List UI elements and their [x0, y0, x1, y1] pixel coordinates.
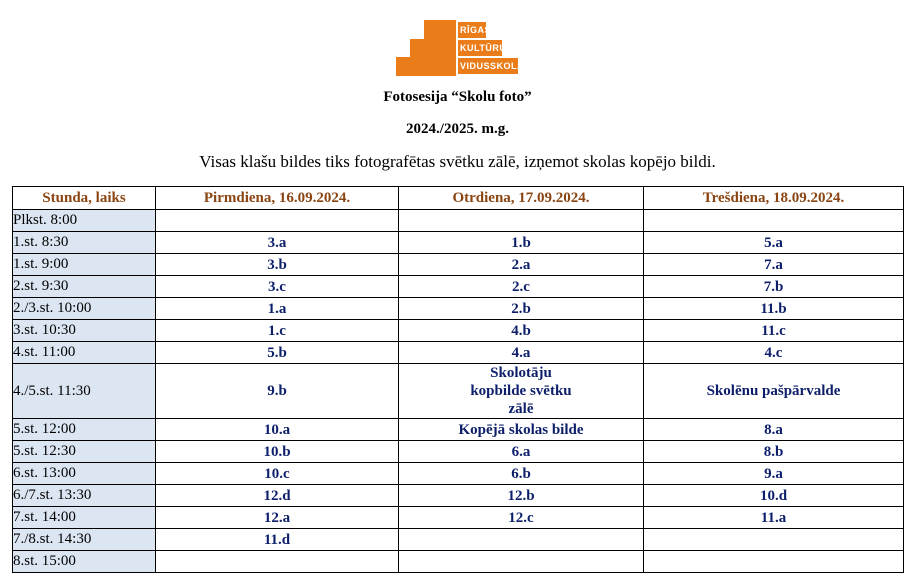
table-row — [13, 364, 904, 419]
monday-cell: 5.b — [156, 342, 399, 364]
page-title: Fotosesija “Skolu foto” — [383, 89, 532, 105]
time-cell: 7.st. 14:00 — [13, 507, 156, 529]
time-cell: 4.st. 11:00 — [13, 342, 156, 364]
tuesday-cell: Skolotāju kopbilde svētku zālē — [399, 364, 644, 419]
column-header-monday: Pirmdiena, 16.09.2024. — [156, 187, 399, 210]
tuesday-cell: 2.a — [399, 254, 644, 276]
wednesday-cell: 11.c — [644, 320, 904, 342]
column-header-tuesday: Otrdiena, 17.09.2024. — [399, 187, 644, 210]
time-cell: 7./8.st. 14:30 — [13, 529, 156, 551]
time-cell: 8.st. 15:00 — [13, 551, 156, 573]
table-row — [13, 485, 904, 507]
column-header-wednesday: Trešdiena, 18.09.2024. — [644, 187, 904, 210]
table-row — [13, 320, 904, 342]
table-row — [13, 298, 904, 320]
column-header-time: Stunda, laiks — [13, 187, 156, 210]
tuesday-cell: 2.c — [399, 276, 644, 298]
wednesday-cell: 7.b — [644, 276, 904, 298]
wednesday-cell: Skolēnu pašpārvalde — [644, 364, 904, 419]
time-cell: 1.st. 9:00 — [13, 254, 156, 276]
monday-cell: 3.a — [156, 232, 399, 254]
time-cell: 3.st. 10:30 — [13, 320, 156, 342]
monday-cell: 1.c — [156, 320, 399, 342]
schedule-table — [12, 186, 904, 573]
table-row — [13, 232, 904, 254]
table-row — [13, 254, 904, 276]
header-row — [13, 187, 904, 210]
table-row — [13, 419, 904, 441]
wednesday-cell: 9.a — [644, 463, 904, 485]
time-cell: 5.st. 12:30 — [13, 441, 156, 463]
tuesday-cell — [399, 551, 644, 573]
table-row — [13, 463, 904, 485]
table-row — [13, 551, 904, 573]
wednesday-cell: 8.b — [644, 441, 904, 463]
tuesday-cell: 6.b — [399, 463, 644, 485]
logo-text-line: KULTŪRU — [458, 40, 502, 56]
tuesday-cell — [399, 210, 644, 232]
tuesday-cell: 12.c — [399, 507, 644, 529]
monday-cell — [156, 210, 399, 232]
wednesday-cell: 4.c — [644, 342, 904, 364]
table-row — [13, 342, 904, 364]
monday-cell: 3.c — [156, 276, 399, 298]
wednesday-cell: 11.a — [644, 507, 904, 529]
tuesday-cell: 4.b — [399, 320, 644, 342]
tuesday-cell: 2.b — [399, 298, 644, 320]
monday-cell: 12.a — [156, 507, 399, 529]
table-row — [13, 441, 904, 463]
tuesday-cell — [399, 529, 644, 551]
monday-cell: 9.b — [156, 364, 399, 419]
monday-cell: 1.a — [156, 298, 399, 320]
monday-cell: 10.b — [156, 441, 399, 463]
wednesday-cell — [644, 551, 904, 573]
wednesday-cell: 7.a — [644, 254, 904, 276]
tuesday-cell: 6.a — [399, 441, 644, 463]
table-row — [13, 276, 904, 298]
time-cell: 6./7.st. 13:30 — [13, 485, 156, 507]
tuesday-cell: 12.b — [399, 485, 644, 507]
time-cell: Plkst. 8:00 — [13, 210, 156, 232]
time-cell: 5.st. 12:00 — [13, 419, 156, 441]
table-row — [13, 507, 904, 529]
logo-block — [410, 39, 456, 57]
school-year: 2024./2025. m.g. — [406, 121, 509, 137]
time-cell: 6.st. 13:00 — [13, 463, 156, 485]
logo-text-line: RĪGAS — [458, 22, 486, 38]
tuesday-cell: 4.a — [399, 342, 644, 364]
time-cell: 4./5.st. 11:30 — [13, 364, 156, 419]
monday-cell: 11.d — [156, 529, 399, 551]
table-row — [13, 529, 904, 551]
logo-block — [424, 20, 456, 39]
time-cell: 2./3.st. 10:00 — [13, 298, 156, 320]
wednesday-cell: 10.d — [644, 485, 904, 507]
table-row — [13, 210, 904, 232]
tuesday-cell: 1.b — [399, 232, 644, 254]
tuesday-cell: Kopējā skolas bilde — [399, 419, 644, 441]
monday-cell: 10.c — [156, 463, 399, 485]
wednesday-cell — [644, 210, 904, 232]
wednesday-cell: 11.b — [644, 298, 904, 320]
logo-text-line: VIDUSSKOLA — [458, 58, 518, 74]
school-logo — [396, 20, 525, 76]
monday-cell: 3.b — [156, 254, 399, 276]
wednesday-cell: 8.a — [644, 419, 904, 441]
logo-block — [396, 57, 456, 76]
info-note: Visas klašu bildes tiks fotografētas svētku zālē, izņemot skolas kopējo bildi. — [199, 152, 716, 171]
monday-cell: 12.d — [156, 485, 399, 507]
time-cell: 2.st. 9:30 — [13, 276, 156, 298]
monday-cell — [156, 551, 399, 573]
wednesday-cell — [644, 529, 904, 551]
wednesday-cell: 5.a — [644, 232, 904, 254]
time-cell: 1.st. 8:30 — [13, 232, 156, 254]
monday-cell: 10.a — [156, 419, 399, 441]
